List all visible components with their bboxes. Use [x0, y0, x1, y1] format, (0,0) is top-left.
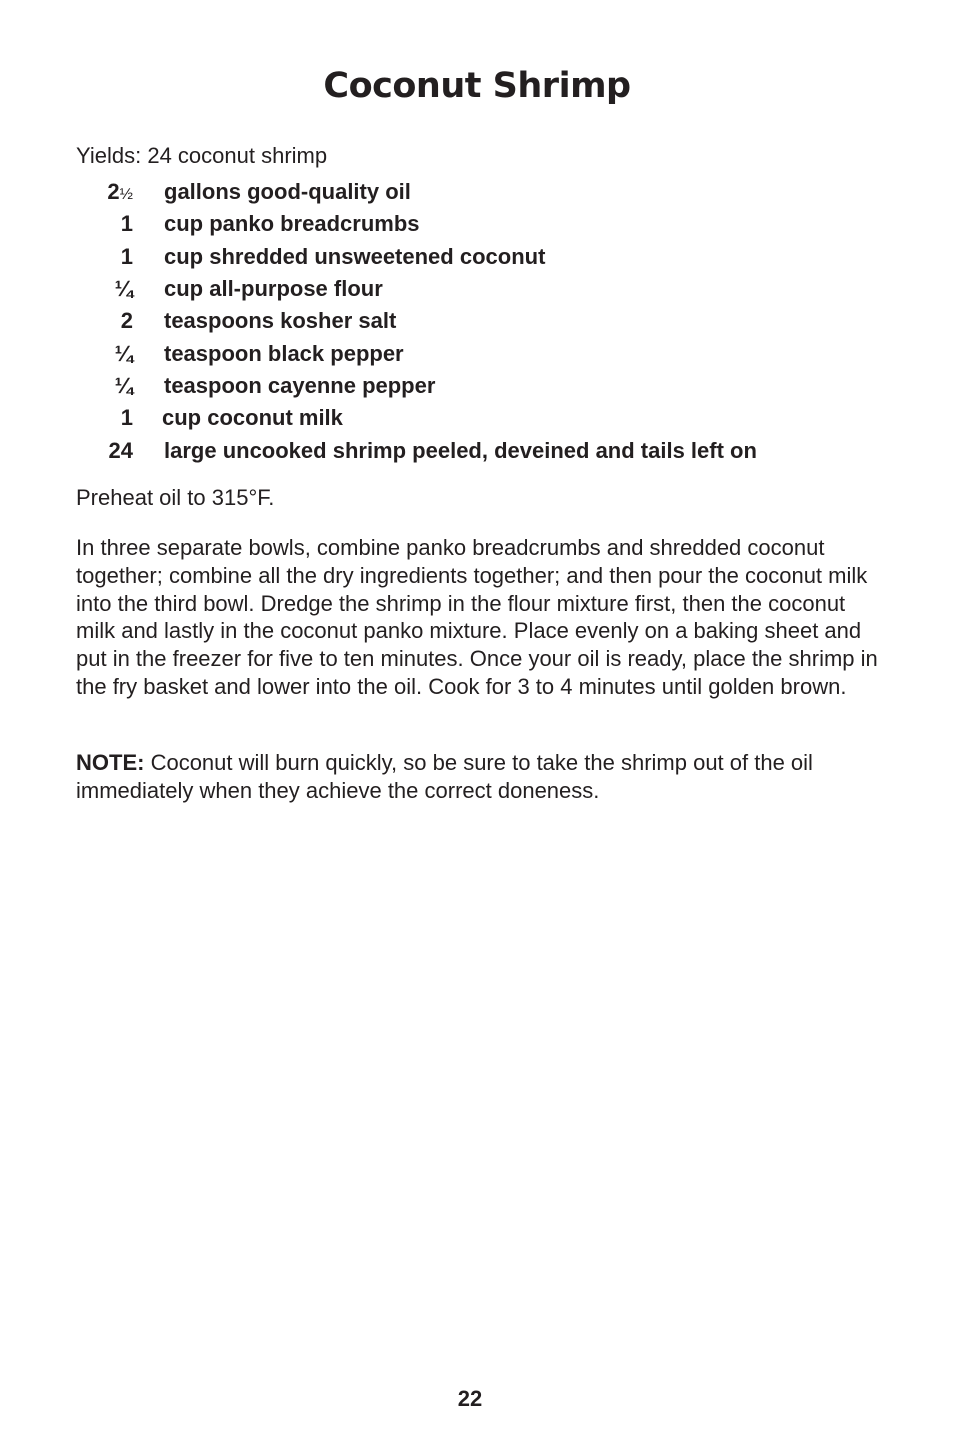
ingredient-row — [76, 337, 896, 369]
note-label: NOTE: — [76, 750, 145, 775]
cooking-instructions: In three separate bowls, combine panko breadcrumbs and shredded coconut together; combine all the dry ingredients together; and then pour the coconut milk into the third bowl. Dredge the shrimp in the flour mixture first, then the coconut milk and lastly in the coconut panko mixture. Place evenly on a baking sheet and put in the freezer for five to ten minutes. Once your oil is ready, place the shrimp in the fry basket and lower into the oil. Cook for 3 to 4 minutes until golden brown. — [76, 535, 878, 699]
ingredient-quantity: ¼ — [114, 372, 133, 398]
ingredient-name: cup all-purpose flour — [164, 276, 383, 302]
ingredient-quantity: 2 — [120, 308, 133, 334]
page-number: 22 — [457, 1386, 483, 1411]
ingredient-quantity: 2½ — [107, 179, 133, 205]
ingredient-list — [76, 176, 896, 467]
ingredient-row — [76, 402, 896, 434]
recipe-note — [76, 749, 886, 805]
ingredient-row — [76, 273, 896, 305]
recipe-title: Coconut Shrimp — [323, 66, 631, 106]
ingredient-row — [76, 208, 896, 240]
ingredient-name: gallons good-quality oil — [164, 179, 411, 205]
ingredient-name: cup shredded unsweetened coconut — [164, 243, 546, 269]
ingredient-name: teaspoons kosher salt — [164, 308, 397, 334]
ingredient-quantity: 1 — [120, 405, 133, 431]
ingredient-name: cup panko breadcrumbs — [164, 211, 420, 237]
ingredient-quantity: ¼ — [114, 276, 133, 302]
ingredient-quantity: 1 — [120, 243, 133, 269]
note-text: Coconut will burn quickly, so be sure to take the shrimp out of the oil immediately when they achieve the correct doneness. — [76, 750, 813, 803]
ingredient-quantity: 1 — [120, 211, 133, 237]
ingredient-row — [76, 305, 896, 337]
ingredient-name: teaspoon black pepper — [164, 340, 404, 366]
ingredient-row — [76, 176, 896, 208]
ingredient-quantity: ¼ — [114, 340, 133, 366]
ingredient-row — [76, 370, 896, 402]
recipe-yield: Yields: 24 coconut shrimp — [76, 143, 328, 168]
ingredient-name: cup coconut milk — [162, 405, 343, 431]
ingredient-row — [76, 434, 896, 466]
preheat-instruction: Preheat oil to 315°F. — [76, 485, 275, 510]
ingredient-quantity-fraction: ½ — [119, 186, 133, 204]
ingredient-name: large uncooked shrimp peeled, deveined and tails left on — [164, 437, 757, 463]
ingredient-row — [76, 241, 896, 273]
ingredient-name: teaspoon cayenne pepper — [164, 372, 436, 398]
ingredient-quantity: 24 — [108, 437, 133, 463]
